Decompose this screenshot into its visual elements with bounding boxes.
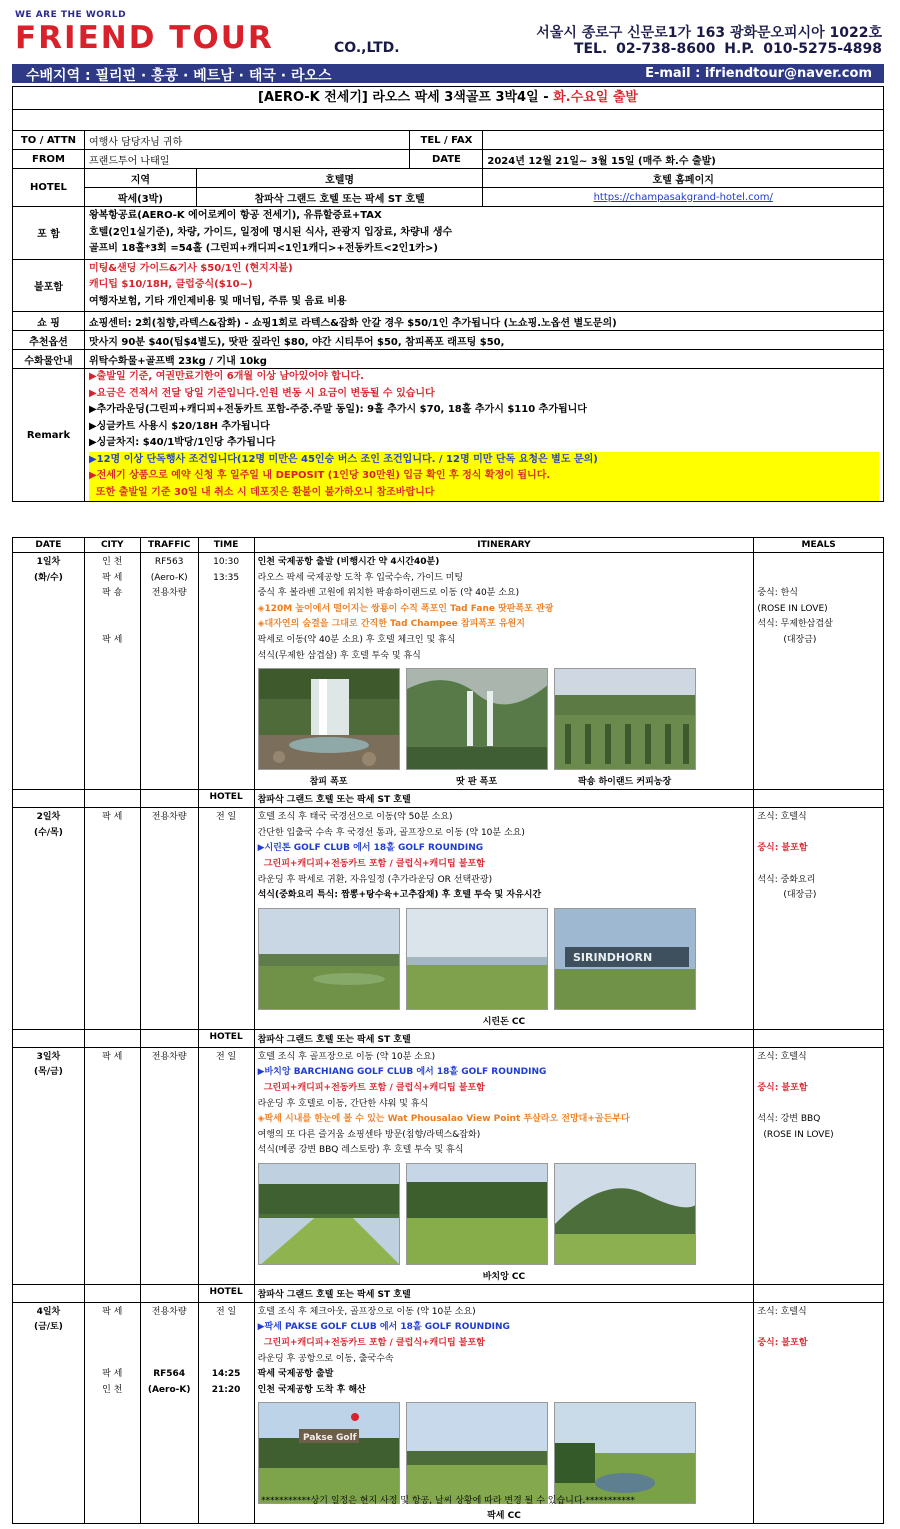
itinerary-header [13, 538, 884, 553]
day-1-city: 인 천 [102, 557, 123, 567]
day-2-line: ▶시린톤 GOLF CLUB 에서 18홀 GOLF ROUNDING [257, 843, 484, 854]
include-label: 포 함 [13, 207, 85, 260]
day-4-line: 인천 국제공항 도착 후 해산 [257, 1384, 366, 1395]
day-1-airline: (Aero-K) [150, 572, 188, 583]
day-3-meal: 석식: 강변 BBQ [757, 1114, 821, 1125]
include-item: 골프비 18홀*3회 =54홀 (그린피+캐디피<1인1캐디>+전동카트<2인1카>) [88, 243, 438, 254]
hotel-label: HOTEL [13, 169, 85, 207]
day-1-time: 10:30 [213, 557, 240, 567]
day-4-city: 인 천 [102, 1384, 123, 1395]
day-2-line: 호텔 조식 후 태국 국경선으로 이동(약 50분 소요) [257, 812, 453, 823]
photo-caption: 땃 판 폭포 [456, 777, 498, 788]
hotel-col-name: 호텔명 [196, 169, 483, 188]
tad-fane-waterfall-photo [406, 668, 548, 770]
day-3-line: 호텔 조식 후 골프장으로 이동 (약 10분 소요) [257, 1051, 436, 1062]
day-1-hotel: 참파삭 그랜드 호텔 또는 팍세 ST 호텔 [254, 790, 754, 808]
company-header [12, 8, 884, 64]
exclude-label: 불포함 [13, 259, 85, 312]
day-4-line: 라운딩 후 공항으로 이동, 출국수속 [257, 1353, 394, 1364]
day-1-line: ◈120M 높이에서 떨어지는 쌍룡이 수직 폭포인 Tad Fane 땃판폭포 관광 [257, 603, 554, 614]
day-3-row [13, 1047, 884, 1284]
day-1-meal: (ROSE IN LOVE) [757, 603, 828, 614]
day-3-line: ▶바치앙 BARCHIANG GOLF CLUB 에서 18홀 GOLF ROUNDING [257, 1067, 547, 1078]
options-value: 맛사지 90분 $40(팁$4별도), 땃판 짚라인 $80, 야간 시티투어 $50, 참피폭포 래프팅 $50, [84, 331, 883, 350]
hotel-label: HOTEL [198, 1284, 254, 1302]
remark-item: 또한 출발일 기준 30일 내 취소 시 데포짓은 환불이 불가하오니 참조바랍니다 [89, 485, 879, 502]
spacer [12, 110, 884, 130]
champee-waterfall-photo [258, 668, 400, 770]
day-1-photos [258, 668, 751, 787]
remark-list [84, 369, 883, 502]
day-2-line: 라운딩 후 팍세로 귀환, 자유일정 (추가라운딩 OR 선택관광) [257, 874, 493, 885]
company-logo: FRIEND TOUR [15, 20, 274, 56]
hotel-name: 참파삭 그랜드 호텔 또는 팍세 ST 호텔 [196, 188, 483, 207]
pakse-cc-photo [258, 1402, 400, 1504]
sirindhorn-sign-text: SIRINDHORN [572, 950, 652, 964]
day-4-line: 팍세 국제공항 출발 [257, 1369, 334, 1380]
service-regions: 수배지역 : 필리핀 · 홍콩 · 베트남 · 태국 · 라오스 [26, 68, 332, 84]
day-4-city: 팍 세 [102, 1369, 123, 1380]
telfax-label: TEL / FAX [410, 131, 483, 150]
barchiang-cc-photo [554, 1163, 696, 1265]
title-main: [AERO-K 전세기] 라오스 팍세 3색골프 3박4일 - [258, 90, 554, 105]
info-row-hotel [13, 188, 884, 207]
day-3-hotel: 참파삭 그랜드 호텔 또는 팍세 ST 호텔 [254, 1284, 754, 1302]
day-1-city: 팍 숑 [102, 588, 123, 599]
info-row-hotel-head [13, 169, 884, 188]
day-4-line: ▶팍세 PAKSE GOLF CLUB 에서 18홀 GOLF ROUNDING [257, 1322, 510, 1333]
hotel-region: 팍세(3박) [84, 188, 196, 207]
day-3-date: 3일차 [36, 1051, 61, 1062]
shopping-value: 쇼핑센터: 2회(침향,라텍스&잡화) - 쇼핑1회로 라텍스&잡화 안갈 경우 $50/1인 추가됩니다 (노쇼핑.노옵션 별도문의) [84, 312, 883, 331]
remark-item: ▶전세기 상품으로 예약 신청 후 일주일 내 DEPOSIT (1인당 30만원) 입금 확인 후 정식 확정이 됩니다. [89, 468, 879, 485]
day-3-meal: (ROSE IN LOVE) [763, 1129, 834, 1140]
remark-item: ▶12명 이상 단독행사 조건입니다(12명 미만은 45인승 버스 조인 조건입니다. / 12명 미만 단독 요청은 별도 문의) [89, 452, 879, 469]
day-4-flight: RF564 [153, 1369, 186, 1380]
itinerary-table [12, 537, 884, 1524]
day-1-city: 팍 세 [102, 634, 123, 645]
hotel-label: HOTEL [198, 790, 254, 808]
day-2-line: 그린피+캐디피+전동카트 포함 / 클럽식+캐디팁 불포함 [257, 858, 485, 869]
day-4-weekday: (금/토) [33, 1322, 63, 1333]
col-time: TIME [198, 538, 254, 553]
day-3-line: 석식(메콩 강변 BBQ 레스토랑) 후 호텔 투숙 및 휴식 [257, 1145, 464, 1156]
photo-caption: 팍숑 하이랜드 커피농장 [577, 777, 672, 788]
day-3-meal: 조식: 호텔식 [757, 1051, 807, 1062]
include-item: 호텔(2인1실기준), 차량, 가이드, 일정에 명시된 식사, 관광지 입장료, 차량내 생수 [88, 226, 453, 238]
pakse-sign-text: Pakse Golf [302, 1433, 357, 1444]
day-1-line: ◈대자연의 숨결을 그대로 간직한 Tad Champee 참피폭포 유원지 [257, 619, 525, 630]
day-4-airline: (Aero-K) [147, 1384, 191, 1395]
company-address: 서울시 종로구 신문로1가 163 광화문오피시아 1022호 [536, 25, 882, 41]
barchiang-cc-photo [258, 1163, 400, 1265]
day-1-line: 라오스 팍세 국제공항 도착 후 입국수속, 가이드 미팅 [257, 572, 464, 583]
include-item: 왕복항공료(AERO-K 에어로케이 항공 전세기), 유류할증료+TAX [88, 210, 382, 221]
day-3-photos [258, 1163, 751, 1265]
day-2-row [13, 808, 884, 1030]
to-value: 여행사 담당자님 귀하 [84, 131, 410, 150]
day-1-meal: 석식: 무제한삼겹살 [757, 619, 833, 630]
options-label: 추천옵션 [13, 331, 85, 350]
exclude-item: 캐디팁 $10/18H, 클럽중식($10~) [88, 279, 253, 290]
exclude-item: 미팅&샌딩 가이드&기사 $50/1인 (현지지불) [88, 262, 293, 274]
day-2-city: 팍 세 [102, 812, 123, 823]
info-row-from [13, 150, 884, 169]
day-2-line: 간단한 입출국 수속 후 국경선 통과, 골프장으로 이동 (약 10분 소요) [257, 827, 525, 838]
photo-caption: 시린돈 CC [482, 1016, 526, 1027]
day-3-meal: 중식: 불포함 [757, 1082, 808, 1093]
day-4-date: 4일차 [36, 1306, 61, 1317]
include-list [84, 207, 883, 260]
date-value: 2024년 12월 21일~ 3월 15일 (매주 화.수 출발) [483, 150, 884, 169]
col-itinerary: ITINERARY [254, 538, 754, 553]
day-1-flight: RF563 [154, 557, 184, 567]
info-row-baggage [13, 350, 884, 369]
col-meals: MEALS [754, 538, 884, 553]
day-2-line: 석식(중화요리 특식: 짬뽕+탕수육+고추잡채) 후 호텔 투숙 및 자유시간 [257, 890, 542, 901]
day-4-row [13, 1302, 884, 1524]
photo-caption: 팍세 CC [487, 1511, 521, 1522]
sirindhorn-cc-photo [406, 908, 548, 1010]
day-4-line: 호텔 조식 후 체크아웃, 골프장으로 이동 (약 10분 소요) [257, 1306, 476, 1317]
day-2-hotel: 참파삭 그랜드 호텔 또는 팍세 ST 호텔 [254, 1029, 754, 1047]
info-row-exclude [13, 259, 884, 312]
hotel-col-web: 호텔 홈페이지 [483, 169, 884, 188]
to-label: TO / ATTN [13, 131, 85, 150]
day-4-line: 그린피+캐디피+전동카트 포함 / 클럽식+캐디팁 불포함 [257, 1338, 485, 1349]
info-table [12, 130, 884, 502]
baggage-label: 수화물안내 [13, 350, 85, 369]
day-1-row [13, 553, 884, 790]
day-2-meal: 석식: 중화요리 [757, 874, 816, 885]
day-3-time: 전 일 [215, 1051, 237, 1062]
sirindhorn-sign-photo [554, 908, 696, 1010]
day-4-meal: 중식: 불포함 [757, 1338, 808, 1349]
coffee-plantation-photo [554, 668, 696, 770]
day-4-time: 21:20 [211, 1384, 241, 1395]
day-4-time: 전 일 [215, 1306, 237, 1317]
sirindhorn-cc-photo [258, 908, 400, 1010]
info-row-options [13, 331, 884, 350]
day-2-meal: 조식: 호텔식 [757, 812, 807, 823]
from-value: 프랜드투어 나태일 [84, 150, 410, 169]
photo-caption: 바치앙 CC [482, 1271, 526, 1282]
pakse-cc-photo [554, 1402, 696, 1504]
day-1-line: 중식 후 볼라벤 고원에 위치한 팍숑하이랜드로 이동 (약 40분 소요) [257, 588, 520, 599]
info-row-to [13, 131, 884, 150]
day-3-weekday: (목/금) [33, 1067, 63, 1078]
exclude-list [84, 259, 883, 312]
col-date: DATE [13, 538, 85, 553]
day-3-city: 팍 세 [102, 1051, 123, 1062]
day-2-meal: (대장금) [783, 890, 817, 901]
day-3-hotel-row [13, 1284, 884, 1302]
day-1-line: 석식(무제한 삼겹살) 후 호텔 투숙 및 휴식 [257, 650, 421, 661]
day-1-meal: (대장금) [783, 634, 817, 645]
shopping-label: 쇼 핑 [13, 312, 85, 331]
day-4-vehicle: 전용차량 [151, 1306, 187, 1317]
day-3-line: 그린피+캐디피+전동카트 포함 / 클럽식+캐디팁 불포함 [257, 1082, 485, 1093]
region-strip [12, 64, 884, 83]
day-3-line: 여행의 또 다른 즐거움 쇼핑센타 방문(침향/라텍스&잡화) [257, 1129, 481, 1140]
day-4-photos [258, 1402, 751, 1504]
remark-item: ▶싱글차지: $40/1박당/1인당 추가됩니다 [88, 437, 276, 448]
day-3-vehicle: 전용차량 [151, 1051, 187, 1062]
day-2-meal: 중식: 불포함 [757, 843, 808, 854]
remark-item: ▶출발일 기준, 여권만료기한이 6개월 이상 남아있어야 합니다. [88, 371, 364, 382]
day-2-vehicle: 전용차량 [151, 812, 187, 823]
exclude-item: 여행자보험, 기타 개인제비용 및 매너팁, 주류 및 음료 비용 [88, 295, 347, 307]
pakse-cc-photo [406, 1402, 548, 1504]
company-tagline: WE ARE THE WORLD [15, 10, 127, 20]
remark-label: Remark [13, 369, 85, 502]
col-traffic: TRAFFIC [140, 538, 198, 553]
remark-item: ▶추가라운딩(그린피+캐디피+전동카트 포함-주중.주말 동일): 9홀 추가시 $70, 18홀 추가시 $110 추가됩니다 [88, 404, 587, 415]
date-label: DATE [410, 150, 483, 169]
day-3-line: ◈팍세 시내를 한눈에 볼 수 있는 Wat Phousalao View Point 푸살라오 전망대+골든부다 [257, 1114, 630, 1125]
day-1-vehicle: 전용차량 [151, 588, 187, 599]
day-1-city: 팍 세 [102, 572, 123, 583]
remark-item: ▶요금은 견적서 전달 당일 기준입니다.인원 변동 시 요금이 변동될 수 있습니다 [88, 387, 435, 399]
day-2-photos [258, 908, 751, 1010]
barchiang-cc-photo [406, 1163, 548, 1265]
footer-note: ***********상기 일정은 현지 사정 및 항공, 날씨 상황에 따라 변경 될 수 있습니다.*********** [261, 1496, 635, 1506]
remark-item: ▶싱글카트 사용시 $20/18H 추가됩니다 [88, 420, 270, 432]
day-1-time: 13:35 [213, 572, 240, 583]
document-title [12, 86, 884, 110]
day-1-line: 팍세로 이동(약 40분 소요) 후 호텔 체크인 및 휴식 [257, 634, 456, 645]
day-2-weekday: (수/목) [33, 827, 63, 838]
day-1-date: 1일차 [36, 557, 61, 567]
day-4-meal: 조식: 호텔식 [757, 1306, 807, 1317]
hotel-label: HOTEL [198, 1029, 254, 1047]
company-suffix: CO.,LTD. [334, 40, 400, 56]
day-1-meal: 중식: 한식 [757, 588, 798, 599]
company-phone: TEL. 02-738-8600 H.P. 010-5275-4898 [573, 41, 882, 57]
info-row-include [13, 207, 884, 260]
day-1-weekday: (화/수) [33, 572, 63, 583]
day-3-line: 라운딩 후 호텔로 이동, 간단한 샤워 및 휴식 [257, 1098, 429, 1109]
day-2-date: 2일차 [36, 812, 61, 823]
company-email[interactable]: E-mail : ifriendtour@naver.com [645, 66, 872, 81]
day-4-time: 14:25 [211, 1369, 241, 1380]
info-row-shopping [13, 312, 884, 331]
telfax-value [483, 131, 884, 150]
day-1-line: 인천 국제공항 출발 (비행시간 약 4시간40분) [257, 557, 440, 567]
day-2-hotel-row [13, 1029, 884, 1047]
baggage-value: 위탁수화물+골프백 23kg / 기내 10kg [84, 350, 883, 369]
day-2-time: 전 일 [215, 812, 237, 823]
col-city: CITY [84, 538, 140, 553]
day-1-hotel-row [13, 790, 884, 808]
from-label: FROM [13, 150, 85, 169]
info-row-remark [13, 369, 884, 502]
hotel-col-region: 지역 [84, 169, 196, 188]
day-4-city: 팍 세 [102, 1306, 123, 1317]
title-departure-days: 화.수요일 출발 [553, 90, 638, 105]
photo-caption: 참피 폭포 [309, 777, 348, 788]
hotel-website-link[interactable]: https://champasakgrand-hotel.com/ [593, 191, 773, 203]
